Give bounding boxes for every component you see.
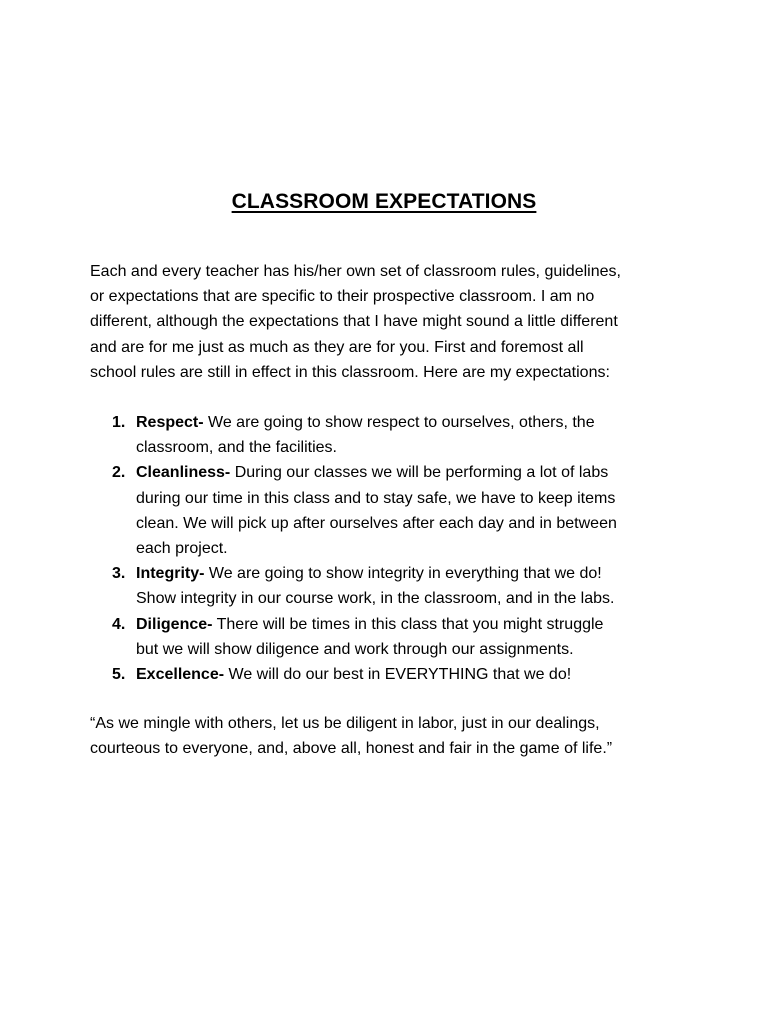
expectation-line: clean. We will pick up after ourselves after each day and in between: [136, 514, 617, 532]
expectation-text: We are going to show integrity in everything that we do!: [204, 565, 602, 583]
quote-line: courteous to everyone, and, above all, honest and fair in the game of life.”: [90, 740, 613, 758]
expectation-item-integrity: [90, 561, 690, 611]
expectation-line: [136, 561, 690, 586]
expectations-list: [90, 410, 690, 687]
intro-paragraph: [90, 259, 690, 385]
expectation-term: Respect-: [136, 414, 204, 431]
expectation-line: [136, 410, 690, 435]
expectation-item-diligence: [90, 612, 690, 662]
expectation-line: [136, 662, 690, 687]
expectation-line: but we will show diligence and work through our assignments.: [136, 640, 574, 658]
expectation-item-cleanliness: [90, 460, 690, 561]
expectation-term: Diligence-: [136, 615, 213, 633]
expectation-term: Integrity-: [136, 565, 205, 583]
intro-line: or expectations that are specific to their prospective classroom. I am no: [90, 288, 595, 306]
intro-line: Each and every teacher has his/her own set of classroom rules, guidelines,: [90, 263, 621, 280]
expectation-number: 5.: [112, 666, 126, 684]
expectation-number: 1.: [112, 414, 126, 431]
expectation-line: during our time in this class and to stay safe, we have to keep items: [136, 489, 616, 507]
expectation-text: There will be times in this class that you might struggle: [212, 615, 604, 633]
expectation-line: Show integrity in our course work, in the classroom, and in the labs.: [136, 590, 615, 608]
expectation-text: We are going to show respect to ourselves, others, the: [203, 414, 595, 431]
closing-quote: [90, 711, 690, 761]
expectation-term: Excellence-: [136, 666, 225, 684]
intro-line: different, although the expectations that I have might sound a little different: [90, 313, 618, 331]
expectation-item-respect: [90, 410, 690, 460]
expectation-line: classroom, and the facilities.: [136, 439, 337, 457]
intro-line: school rules are still in effect in this classroom. Here are my expectations:: [90, 363, 610, 381]
expectation-text: During our classes we will be performing a lot of labs: [230, 464, 609, 482]
expectation-term: Cleanliness-: [136, 464, 231, 482]
expectation-number: 3.: [112, 565, 126, 583]
expectation-line: each project.: [136, 540, 228, 558]
expectation-line: [136, 460, 690, 485]
document-title: CLASSROOM EXPECTATIONS: [231, 190, 537, 213]
expectation-text: We will do our best in EVERYTHING that we do!: [224, 666, 572, 684]
expectation-item-excellence: [90, 662, 690, 687]
quote-line: “As we mingle with others, let us be diligent in labor, just in our dealings,: [90, 715, 600, 732]
expectation-line: [136, 612, 690, 637]
intro-line: and are for me just as much as they are for you. First and foremost all: [90, 338, 584, 356]
expectation-number: 4.: [112, 615, 126, 633]
expectation-number: 2.: [112, 464, 126, 482]
